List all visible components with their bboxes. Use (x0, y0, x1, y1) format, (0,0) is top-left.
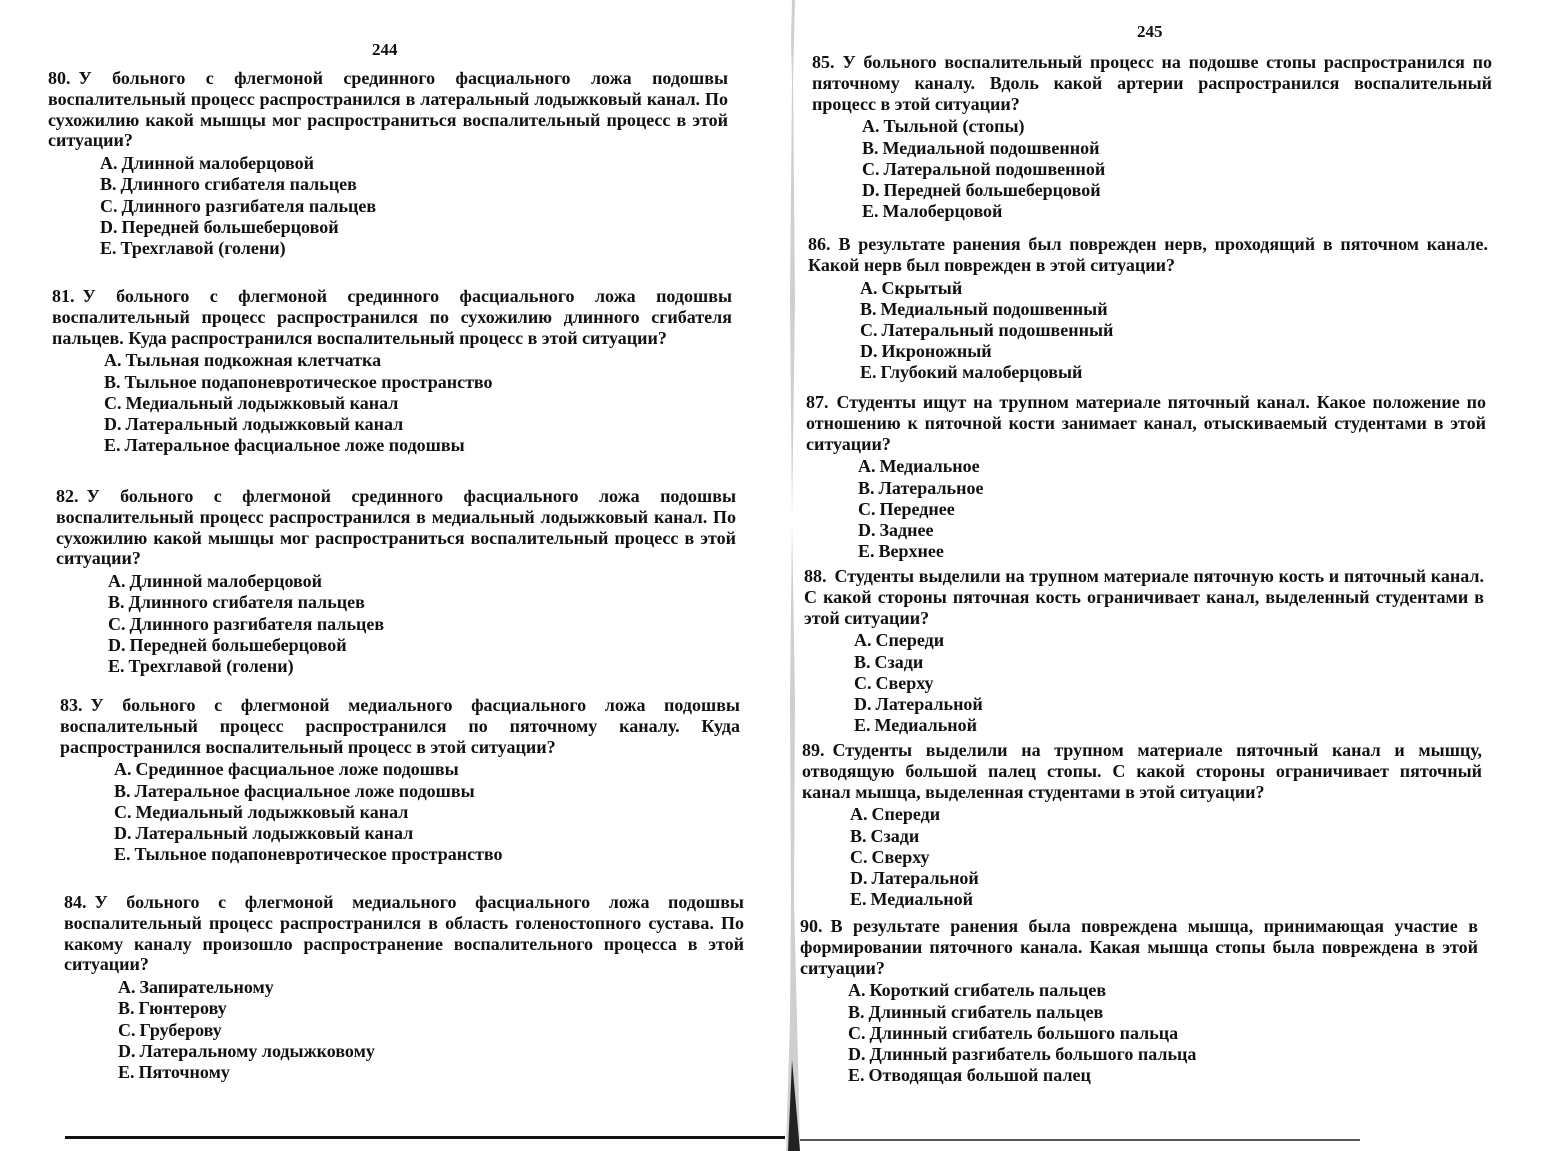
question-text: У больного с флегмоной срединного фасциального ложа подошвы воспалительный процесс распространился по сухожилию длинного сгибателя пальцев. Куда распространился воспалительный процесс в этой ситуации? (52, 286, 732, 348)
question-87 (806, 392, 1486, 562)
option-c: C. Длинный сгибатель большого пальца (848, 1022, 1179, 1043)
question-89 (802, 740, 1482, 910)
option-c: C. Сверху (854, 672, 934, 693)
option-e: E. Медиальной (854, 715, 978, 736)
answer-options (848, 980, 1478, 1086)
question-83 (60, 695, 740, 865)
option-d: D. Латеральному лодыжковому (118, 1040, 375, 1061)
option-e: E. Глубокий малоберцовый (860, 362, 1083, 383)
question-number: 80. (48, 68, 71, 88)
option-c: C. Медиальный лодыжковый канал (104, 392, 399, 413)
option-b: B. Медиальный подошвенный (860, 298, 1108, 319)
question-number: 85. (812, 52, 835, 72)
question-number: 83. (60, 695, 83, 715)
option-c: C. Груберову (118, 1019, 222, 1040)
option-c: C. Длинного разгибателя пальцев (108, 613, 385, 634)
option-a: A. Медиальное (858, 456, 980, 477)
answer-options (862, 116, 1492, 222)
question-text: Студенты выделили на трупном материале пяточную кость и пяточный канал. С какой стороны пяточная кость ограничивает канал, выделенный студентами в этой ситуации? (804, 566, 1484, 628)
option-b: B. Длинный сгибатель пальцев (848, 1001, 1104, 1022)
option-e: E. Малоберцовой (862, 201, 1003, 222)
question-85 (812, 52, 1492, 222)
option-d: D. Передней большеберцовой (100, 216, 339, 237)
option-b: B. Тыльное подапоневротическое пространство (104, 371, 493, 392)
option-a: A. Тыльной (стопы) (862, 116, 1025, 137)
question-number: 86. (808, 234, 831, 254)
answer-options (118, 977, 744, 1083)
option-b: B. Длинного сгибателя пальцев (108, 592, 365, 613)
bottom-edge-right (800, 1139, 1360, 1141)
option-d: D. Латеральной (854, 694, 983, 714)
option-c: C. Длинного разгибателя пальцев (100, 195, 377, 216)
question-text: У больного с флегмоной срединного фасциального ложа подошвы воспалительный процесс распространился в медиальный лодыжковый канал. По сухожилию какой мышцы мог распространиться воспалительный процесс в этой ситуации? (56, 486, 736, 569)
question-text: В результате ранения был поврежден нерв, проходящий в пяточном канале. Какой нерв был поврежден в этой ситуации? (808, 234, 1488, 275)
question-number: 82. (56, 486, 79, 506)
option-d: D. Передней большеберцовой (862, 180, 1101, 200)
answer-options (850, 804, 1482, 910)
option-b: B. Сзади (854, 651, 924, 672)
page-number-right: 245 (1137, 22, 1163, 41)
question-number: 88. (804, 566, 827, 586)
question-90 (800, 916, 1478, 1086)
option-e: E. Трехглавой (голени) (100, 238, 286, 258)
question-88 (804, 566, 1484, 736)
option-d: D. Длинный разгибатель большого пальца (848, 1044, 1197, 1064)
option-d: D. Латеральный лодыжковый канал (114, 823, 414, 843)
option-a: A. Тыльная подкожная клетчатка (104, 350, 382, 371)
option-b: B. Гюнтерову (118, 998, 227, 1019)
question-86 (808, 234, 1488, 384)
answer-options (114, 759, 740, 865)
answer-options (104, 350, 732, 456)
option-a: A. Длинной малоберцовой (100, 153, 315, 174)
question-number: 89. (802, 740, 825, 760)
question-text: У больного воспалительный процесс на подошве стопы распространился по пяточному каналу. Вдоль какой артерии распространился воспалительный процесс в этой ситуации? (812, 52, 1492, 114)
answer-options (100, 153, 728, 259)
option-b: B. Сзади (850, 825, 920, 846)
option-d: D. Латеральный лодыжковый канал (104, 414, 404, 434)
option-c: C. Переднее (858, 498, 955, 519)
option-b: B. Латеральное фасциальное ложе подошвы (114, 780, 475, 801)
book-spine-shadow (786, 0, 800, 1151)
question-number: 84. (64, 892, 87, 912)
answer-options (108, 571, 736, 677)
option-e: E. Верхнее (858, 541, 944, 562)
option-d: D. Латеральной (850, 868, 979, 888)
answer-options (860, 278, 1488, 384)
option-c: C. Медиальный лодыжковый канал (114, 801, 409, 822)
option-b: B. Медиальной подошвенной (862, 137, 1100, 158)
question-82 (56, 486, 736, 677)
option-d: D. Заднее (858, 520, 934, 540)
option-e: E. Тыльное подапоневротическое пространство (114, 844, 503, 865)
question-84 (64, 892, 744, 1083)
answer-options (854, 630, 1484, 736)
option-b: B. Длинного сгибателя пальцев (100, 174, 357, 195)
option-e: E. Латеральное фасциальное ложе подошвы (104, 435, 465, 456)
bottom-edge-left (65, 1136, 785, 1139)
question-number: 90. (800, 916, 823, 936)
option-d: D. Икроножный (860, 341, 992, 362)
question-80 (48, 68, 728, 259)
option-a: A. Запирательному (118, 977, 274, 998)
question-text: У больного с флегмоной медиального фасциального ложа подошвы воспалительный процесс распространился по пяточному каналу. Куда распространился воспалительный процесс в этой ситуации? (60, 695, 740, 757)
option-a: A. Спереди (854, 630, 945, 651)
option-a: A. Длинной малоберцовой (108, 571, 323, 592)
option-e: E. Трехглавой (голени) (108, 656, 294, 676)
page-number-left: 244 (372, 40, 398, 59)
question-text: У больного с флегмоной медиального фасциального ложа подошвы воспалительный процесс распространился в область голеностопного сустава. По какому каналу произошло распространение воспалительного процесса в этой ситуации? (64, 892, 744, 975)
question-text: Студенты выделили на трупном материале пяточный канал и мышцу, отводящую большой палец стопы. С какой стороны ограничивает пяточный канал мышца, выделенная студентами в этой ситуации? (802, 740, 1482, 802)
question-81 (52, 286, 732, 456)
option-e: E. Отводящая большой палец (848, 1065, 1091, 1086)
question-text: У больного с флегмоной срединного фасциального ложа подошвы воспалительный процесс распространился в латеральный лодыжковый канал. По сухожилию какой мышцы мог распространиться воспалительный процесс в этой ситуации? (48, 68, 728, 151)
option-e: E. Медиальной (850, 889, 974, 910)
option-a: A. Спереди (850, 804, 941, 825)
question-text: В результате ранения была повреждена мышца, принимающая участие в формировании пяточного канала. Какая мышца стопы была повреждена в этой ситуации? (800, 916, 1478, 978)
answer-options (858, 456, 1486, 562)
option-e: E. Пяточному (118, 1062, 230, 1082)
question-number: 81. (52, 286, 75, 306)
option-b: B. Латеральное (858, 477, 984, 498)
option-a: A. Срединное фасциальное ложе подошвы (114, 759, 459, 780)
option-d: D. Передней большеберцовой (108, 634, 347, 655)
option-c: C. Латеральной подошвенной (862, 158, 1106, 179)
option-a: A. Короткий сгибатель пальцев (848, 980, 1107, 1001)
option-c: C. Латеральный подошвенный (860, 320, 1114, 340)
option-a: A. Скрытый (860, 277, 963, 298)
question-number: 87. (806, 392, 829, 412)
option-c: C. Сверху (850, 846, 930, 867)
question-text: Студенты ищут на трупном материале пяточный канал. Какое положение по отношению к пяточной кости занимает канал, отыскиваемый студентами в этой ситуации? (806, 392, 1486, 454)
